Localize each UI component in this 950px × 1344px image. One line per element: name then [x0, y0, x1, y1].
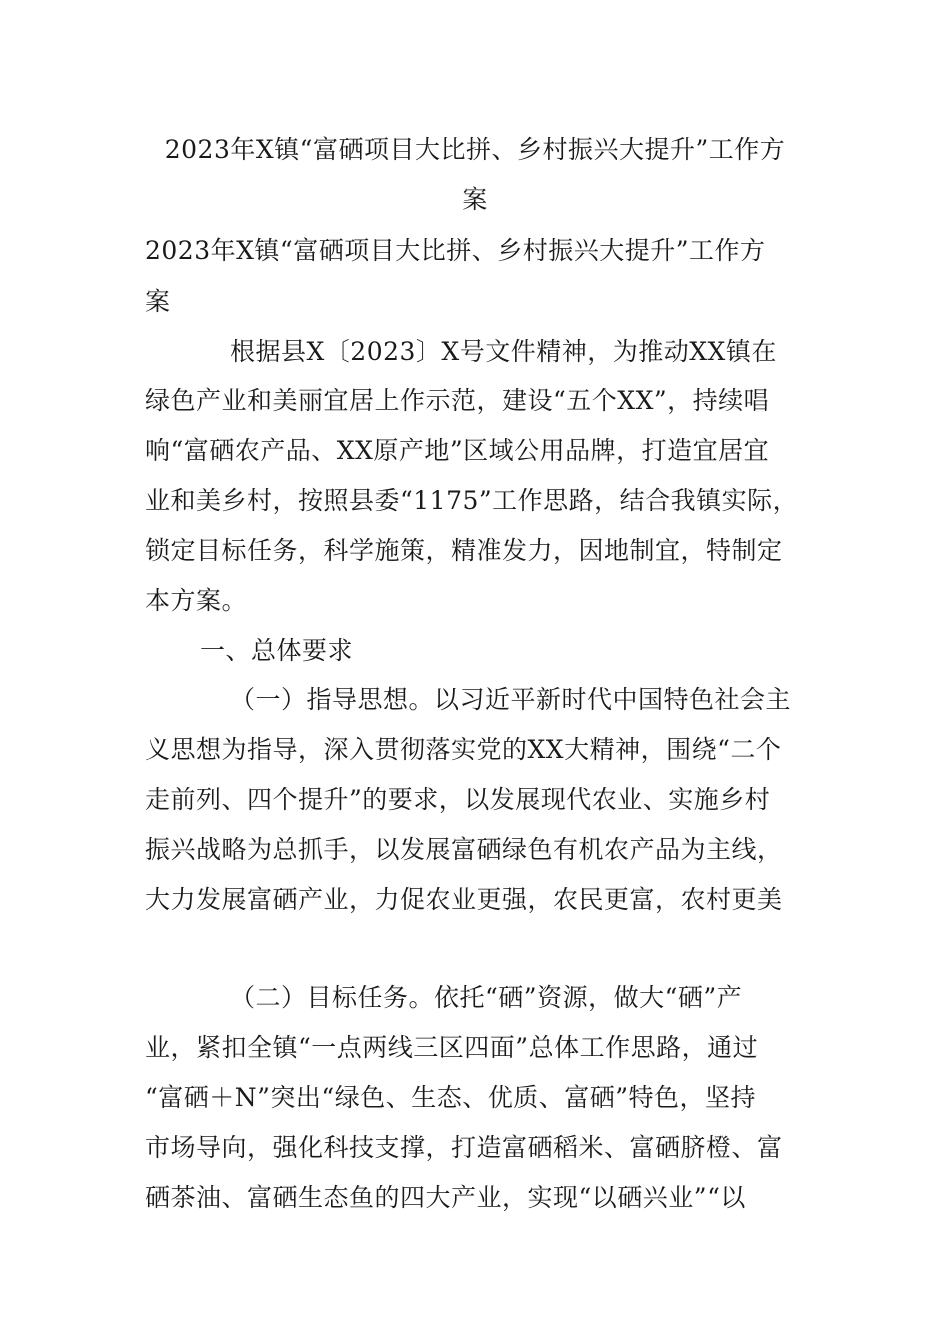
para2-line: （一）指导思想。以习近平新时代中国特色社会主	[230, 685, 792, 714]
para1-line: 业和美乡村，按照县委“1175”工作思路，结合我镇实际，	[145, 486, 799, 515]
para3-line: “富硒＋N”突出“绿色、生态、优质、富硒”特色，坚持	[145, 1083, 756, 1112]
title-line-2: 案	[462, 185, 488, 214]
title-line-1: 2023年X镇“富硒项目大比拼、乡村振兴大提升”工作方	[164, 135, 786, 164]
para2-line: 大力发展富硒产业，力促农业更强，农民更富，农村更美	[145, 885, 783, 914]
para1-line: 根据县X〔2023〕X号文件精神，为推动XX镇在	[230, 337, 777, 366]
subtitle-line-2: 案	[145, 287, 171, 316]
para1-line: 响“富硒农产品、XX原产地”区域公用品牌，打造宜居宜	[145, 436, 770, 465]
subtitle-line-1: 2023年X镇“富硒项目大比拼、乡村振兴大提升”工作方	[145, 236, 766, 265]
para3-line: 硒茶油、富硒生态鱼的四大产业，实现“以硒兴业”“以	[145, 1183, 746, 1212]
section-heading: 一、总体要求	[200, 636, 354, 665]
para3-line: （二）目标任务。依托“硒”资源，做大“硒”产	[230, 983, 743, 1012]
para3-line: 市场导向，强化科技支撑，打造富硒稻米、富硒脐橙、富	[145, 1133, 783, 1162]
para3-line: 业，紧扣全镇“一点两线三区四面”总体工作思路，通过	[145, 1033, 759, 1062]
para2-line: 走前列、四个提升”的要求，以发展现代农业、实施乡村	[145, 785, 771, 814]
para1-line: 锁定目标任务，科学施策，精准发力，因地制宜，特制定	[145, 536, 783, 565]
para1-line: 绿色产业和美丽宜居上作示范，建设“五个XX”，持续唱	[145, 386, 770, 415]
para2-line: 义思想为指导，深入贯彻落实党的XX大精神，围绕“二个	[145, 735, 782, 764]
para2-line: 振兴战略为总抓手，以发展富硒绿色有机农产品为主线，	[145, 835, 783, 864]
para1-line: 本方案。	[145, 586, 248, 615]
